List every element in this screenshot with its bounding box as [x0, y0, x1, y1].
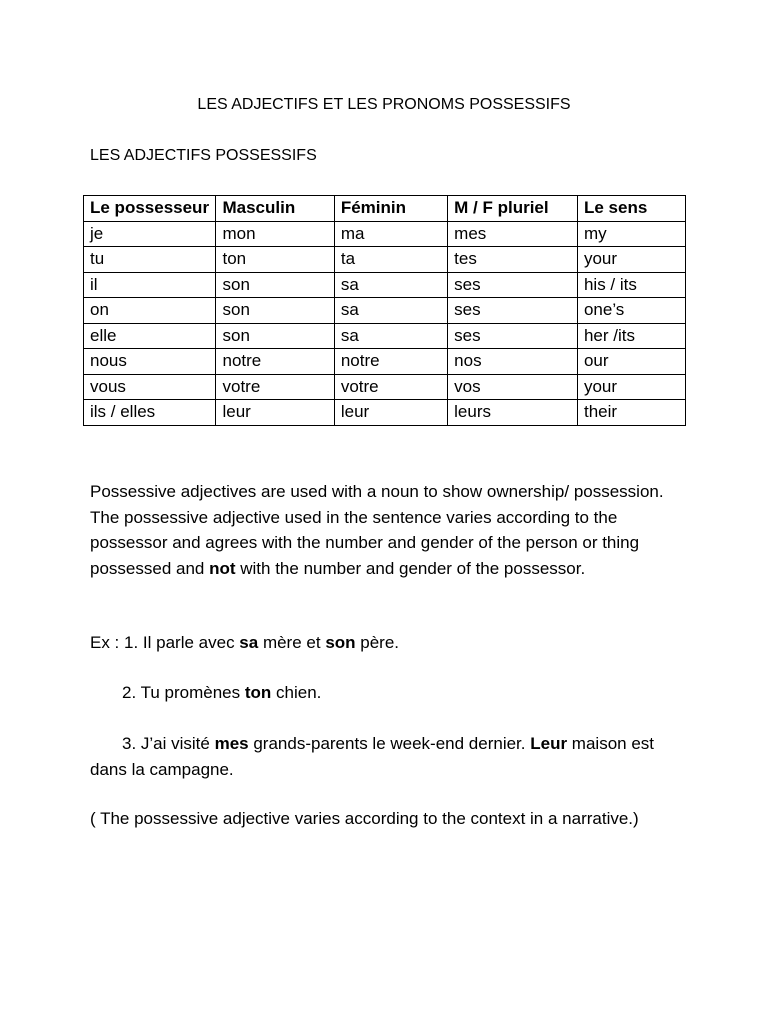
possessive-adjectives-table: [83, 195, 686, 426]
explanation-paragraph: [90, 479, 690, 581]
table-cell: on: [84, 298, 216, 324]
table-cell: votre: [334, 374, 447, 400]
example-1-suffix: père.: [355, 633, 400, 652]
table-cell: tu: [84, 247, 216, 273]
column-header-meaning: Le sens: [577, 196, 685, 222]
table-cell: tes: [448, 247, 578, 273]
context-note: ( The possessive adjective varies according to the context in a narrative.): [90, 809, 639, 828]
table-cell: mes: [448, 221, 578, 247]
table-cell: leur: [334, 400, 447, 426]
example-1-bold-son: son: [325, 633, 356, 652]
example-3-suffix: maison est dans la campagne.: [90, 734, 655, 779]
table-row: [84, 247, 686, 273]
emphasis-not: not: [209, 558, 236, 578]
example-3: [90, 731, 690, 782]
column-header-plural: M / F pluriel: [448, 196, 578, 222]
table-cell: je: [84, 221, 216, 247]
table-cell: son: [216, 323, 334, 349]
table-row: [84, 323, 686, 349]
example-2-prefix: 2. Tu promènes: [122, 683, 245, 702]
table-cell: sa: [334, 323, 447, 349]
table-row: [84, 400, 686, 426]
table-cell: son: [216, 272, 334, 298]
table-cell: your: [577, 247, 685, 273]
example-3-prefix: 3. J’ai visité: [122, 734, 215, 753]
example-1-prefix: Ex : 1. Il parle avec: [90, 633, 240, 652]
table-cell: your: [577, 374, 685, 400]
table-cell: ses: [448, 272, 578, 298]
column-header-feminine: Féminin: [334, 196, 447, 222]
table-row: [84, 374, 686, 400]
table-cell: leurs: [448, 400, 578, 426]
table-cell: notre: [334, 349, 447, 375]
column-header-possessor: Le possesseur: [84, 196, 216, 222]
table-cell: ils / elles: [84, 400, 216, 426]
explanation-text-part1: Possessive adjectives are used with a noun to show ownership/ possession. The possessive adjective used in the sentence varies according to the possessor and agrees with the number and gender of the person or thing possessed and: [90, 482, 664, 578]
example-1-bold-sa: sa: [239, 633, 259, 652]
example-1-mid: mère et: [258, 633, 326, 652]
table-cell: nos: [448, 349, 578, 375]
section-title: LES ADJECTIFS POSSESSIFS: [90, 147, 317, 164]
table-cell: votre: [216, 374, 334, 400]
table-cell: ta: [334, 247, 447, 273]
table-cell: notre: [216, 349, 334, 375]
example-3-bold-mes: mes: [214, 734, 249, 753]
example-3-mid: grands-parents le week-end dernier.: [248, 734, 531, 753]
table-cell: sa: [334, 298, 447, 324]
table-cell: son: [216, 298, 334, 324]
example-2: [122, 680, 722, 706]
table-cell: their: [577, 400, 685, 426]
table-cell: ton: [216, 247, 334, 273]
example-1: [90, 630, 690, 656]
table-cell: nous: [84, 349, 216, 375]
table-row: [84, 272, 686, 298]
table-cell: her /its: [577, 323, 685, 349]
explanation-text-part2: with the number and gender of the possessor.: [235, 558, 586, 578]
table-cell: mon: [216, 221, 334, 247]
table-header-row: [84, 196, 686, 222]
table-row: [84, 349, 686, 375]
page-title: LES ADJECTIFS ET LES PRONOMS POSSESSIFS: [197, 96, 571, 113]
example-2-suffix: chien.: [271, 683, 322, 702]
table-cell: ses: [448, 298, 578, 324]
table-row: [84, 221, 686, 247]
example-2-bold-ton: ton: [244, 683, 272, 702]
table-cell: vos: [448, 374, 578, 400]
table-cell: ma: [334, 221, 447, 247]
table-cell: his / its: [577, 272, 685, 298]
table-cell: my: [577, 221, 685, 247]
table-cell: ses: [448, 323, 578, 349]
example-3-bold-leur: Leur: [530, 734, 568, 753]
table-cell: sa: [334, 272, 447, 298]
table-row: [84, 298, 686, 324]
table-cell: leur: [216, 400, 334, 426]
column-header-masculine: Masculin: [216, 196, 334, 222]
table-cell: vous: [84, 374, 216, 400]
table-cell: elle: [84, 323, 216, 349]
table-cell: our: [577, 349, 685, 375]
table-cell: il: [84, 272, 216, 298]
table-cell: one’s: [577, 298, 685, 324]
